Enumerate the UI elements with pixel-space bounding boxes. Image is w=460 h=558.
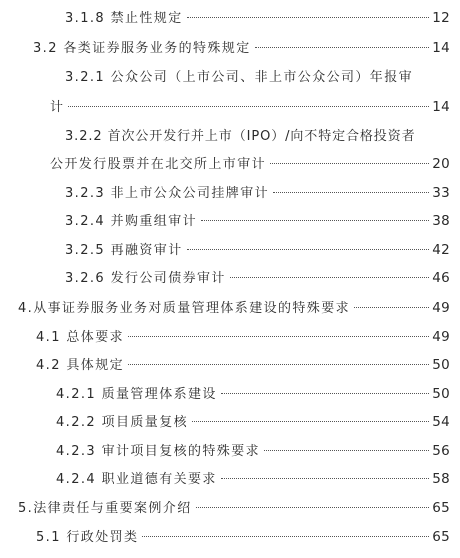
leader-dots	[354, 307, 429, 308]
leader-dots	[196, 507, 430, 508]
toc-entry[interactable]	[33, 38, 450, 58]
toc-entry-title: 3.2 各类证券服务业务的特殊规定	[33, 41, 251, 56]
leader-dots	[201, 220, 429, 221]
toc-entry-title: 4.2 具体规定	[36, 358, 125, 373]
leader-dots	[221, 393, 429, 394]
toc-page-number: 20	[432, 156, 450, 172]
toc-entry[interactable]	[65, 183, 450, 203]
leader-dots	[264, 450, 429, 451]
toc-page-number: 14	[432, 40, 450, 56]
toc-page-number: 50	[432, 386, 450, 402]
toc-entry-title: 4.从事证券服务业务对质量管理体系建设的特殊要求	[18, 301, 351, 316]
toc-entry[interactable]	[56, 441, 450, 461]
toc-page-number: 58	[432, 471, 450, 487]
leader-dots	[128, 336, 429, 337]
toc-entry[interactable]	[56, 412, 450, 432]
leader-dots	[255, 47, 430, 48]
toc-page-number: 38	[432, 213, 450, 229]
leader-dots	[273, 192, 429, 193]
toc-entry-title: 3.1.8 禁止性规定	[65, 11, 183, 26]
toc-entry[interactable]	[18, 298, 450, 318]
toc-entry[interactable]	[36, 327, 450, 347]
leader-dots	[187, 17, 430, 18]
toc-entry-title: 3.2.6 发行公司债券审计	[65, 271, 226, 286]
leader-dots	[230, 277, 429, 278]
leader-dots	[128, 364, 429, 365]
leader-dots	[142, 536, 429, 537]
toc-entry-title-line1[interactable]: 3.2.1 公众公司（上市公司、非上市公众公司）年报审	[65, 70, 414, 85]
toc-page-number: 65	[432, 529, 450, 545]
toc-page-number: 54	[432, 414, 450, 430]
toc-page-number: 33	[432, 185, 450, 201]
toc-entry-title: 4.2.4 职业道德有关要求	[56, 472, 217, 487]
toc-entry[interactable]	[36, 527, 450, 547]
toc-entry-title: 计	[50, 100, 65, 115]
toc-entry-title: 3.2.4 并购重组审计	[65, 214, 198, 229]
toc-entry-title: 4.1 总体要求	[36, 330, 125, 345]
toc-entry-title: 3.2.5 再融资审计	[65, 243, 183, 258]
toc-page-number: 49	[432, 300, 450, 316]
toc-entry[interactable]	[65, 268, 450, 288]
toc-entry[interactable]	[36, 355, 450, 375]
toc-entry-title: 5.1 行政处罚类	[36, 530, 139, 545]
toc-entry[interactable]	[65, 240, 450, 260]
toc-entry-title: 4.2.2 项目质量复核	[56, 415, 189, 430]
toc-entry-title: 4.2.1 质量管理体系建设	[56, 387, 217, 402]
toc-entry-title: 5.法律责任与重要案例介绍	[18, 501, 192, 516]
toc-page-number: 12	[432, 10, 450, 26]
toc-entry-title: 公开发行股票并在北交所上市审计	[50, 157, 267, 172]
toc-entry[interactable]	[50, 97, 450, 117]
toc-entry-title: 4.2.3 审计项目复核的特殊要求	[56, 444, 261, 459]
leader-dots	[192, 421, 429, 422]
toc-entry[interactable]	[56, 384, 450, 404]
toc-page-number: 65	[432, 500, 450, 516]
toc-page-number: 49	[432, 329, 450, 345]
toc-entry-title-line1[interactable]: 3.2.2 首次公开发行并上市（IPO）/向不特定合格投资者	[65, 129, 416, 144]
leader-dots	[68, 106, 429, 107]
toc-page-number: 42	[432, 242, 450, 258]
toc-entry-title: 3.2.3 非上市公众公司挂牌审计	[65, 186, 270, 201]
toc-page-number: 50	[432, 357, 450, 373]
toc-entry[interactable]	[56, 469, 450, 489]
leader-dots	[187, 249, 430, 250]
toc-entry[interactable]	[65, 211, 450, 231]
leader-dots	[270, 163, 429, 164]
toc-page-number: 46	[432, 270, 450, 286]
toc-entry[interactable]	[50, 154, 450, 174]
toc-entry[interactable]	[65, 8, 450, 28]
toc-entry[interactable]	[18, 498, 450, 518]
leader-dots	[221, 478, 429, 479]
toc-page-number: 56	[432, 443, 450, 459]
toc-page-number: 14	[432, 99, 450, 115]
